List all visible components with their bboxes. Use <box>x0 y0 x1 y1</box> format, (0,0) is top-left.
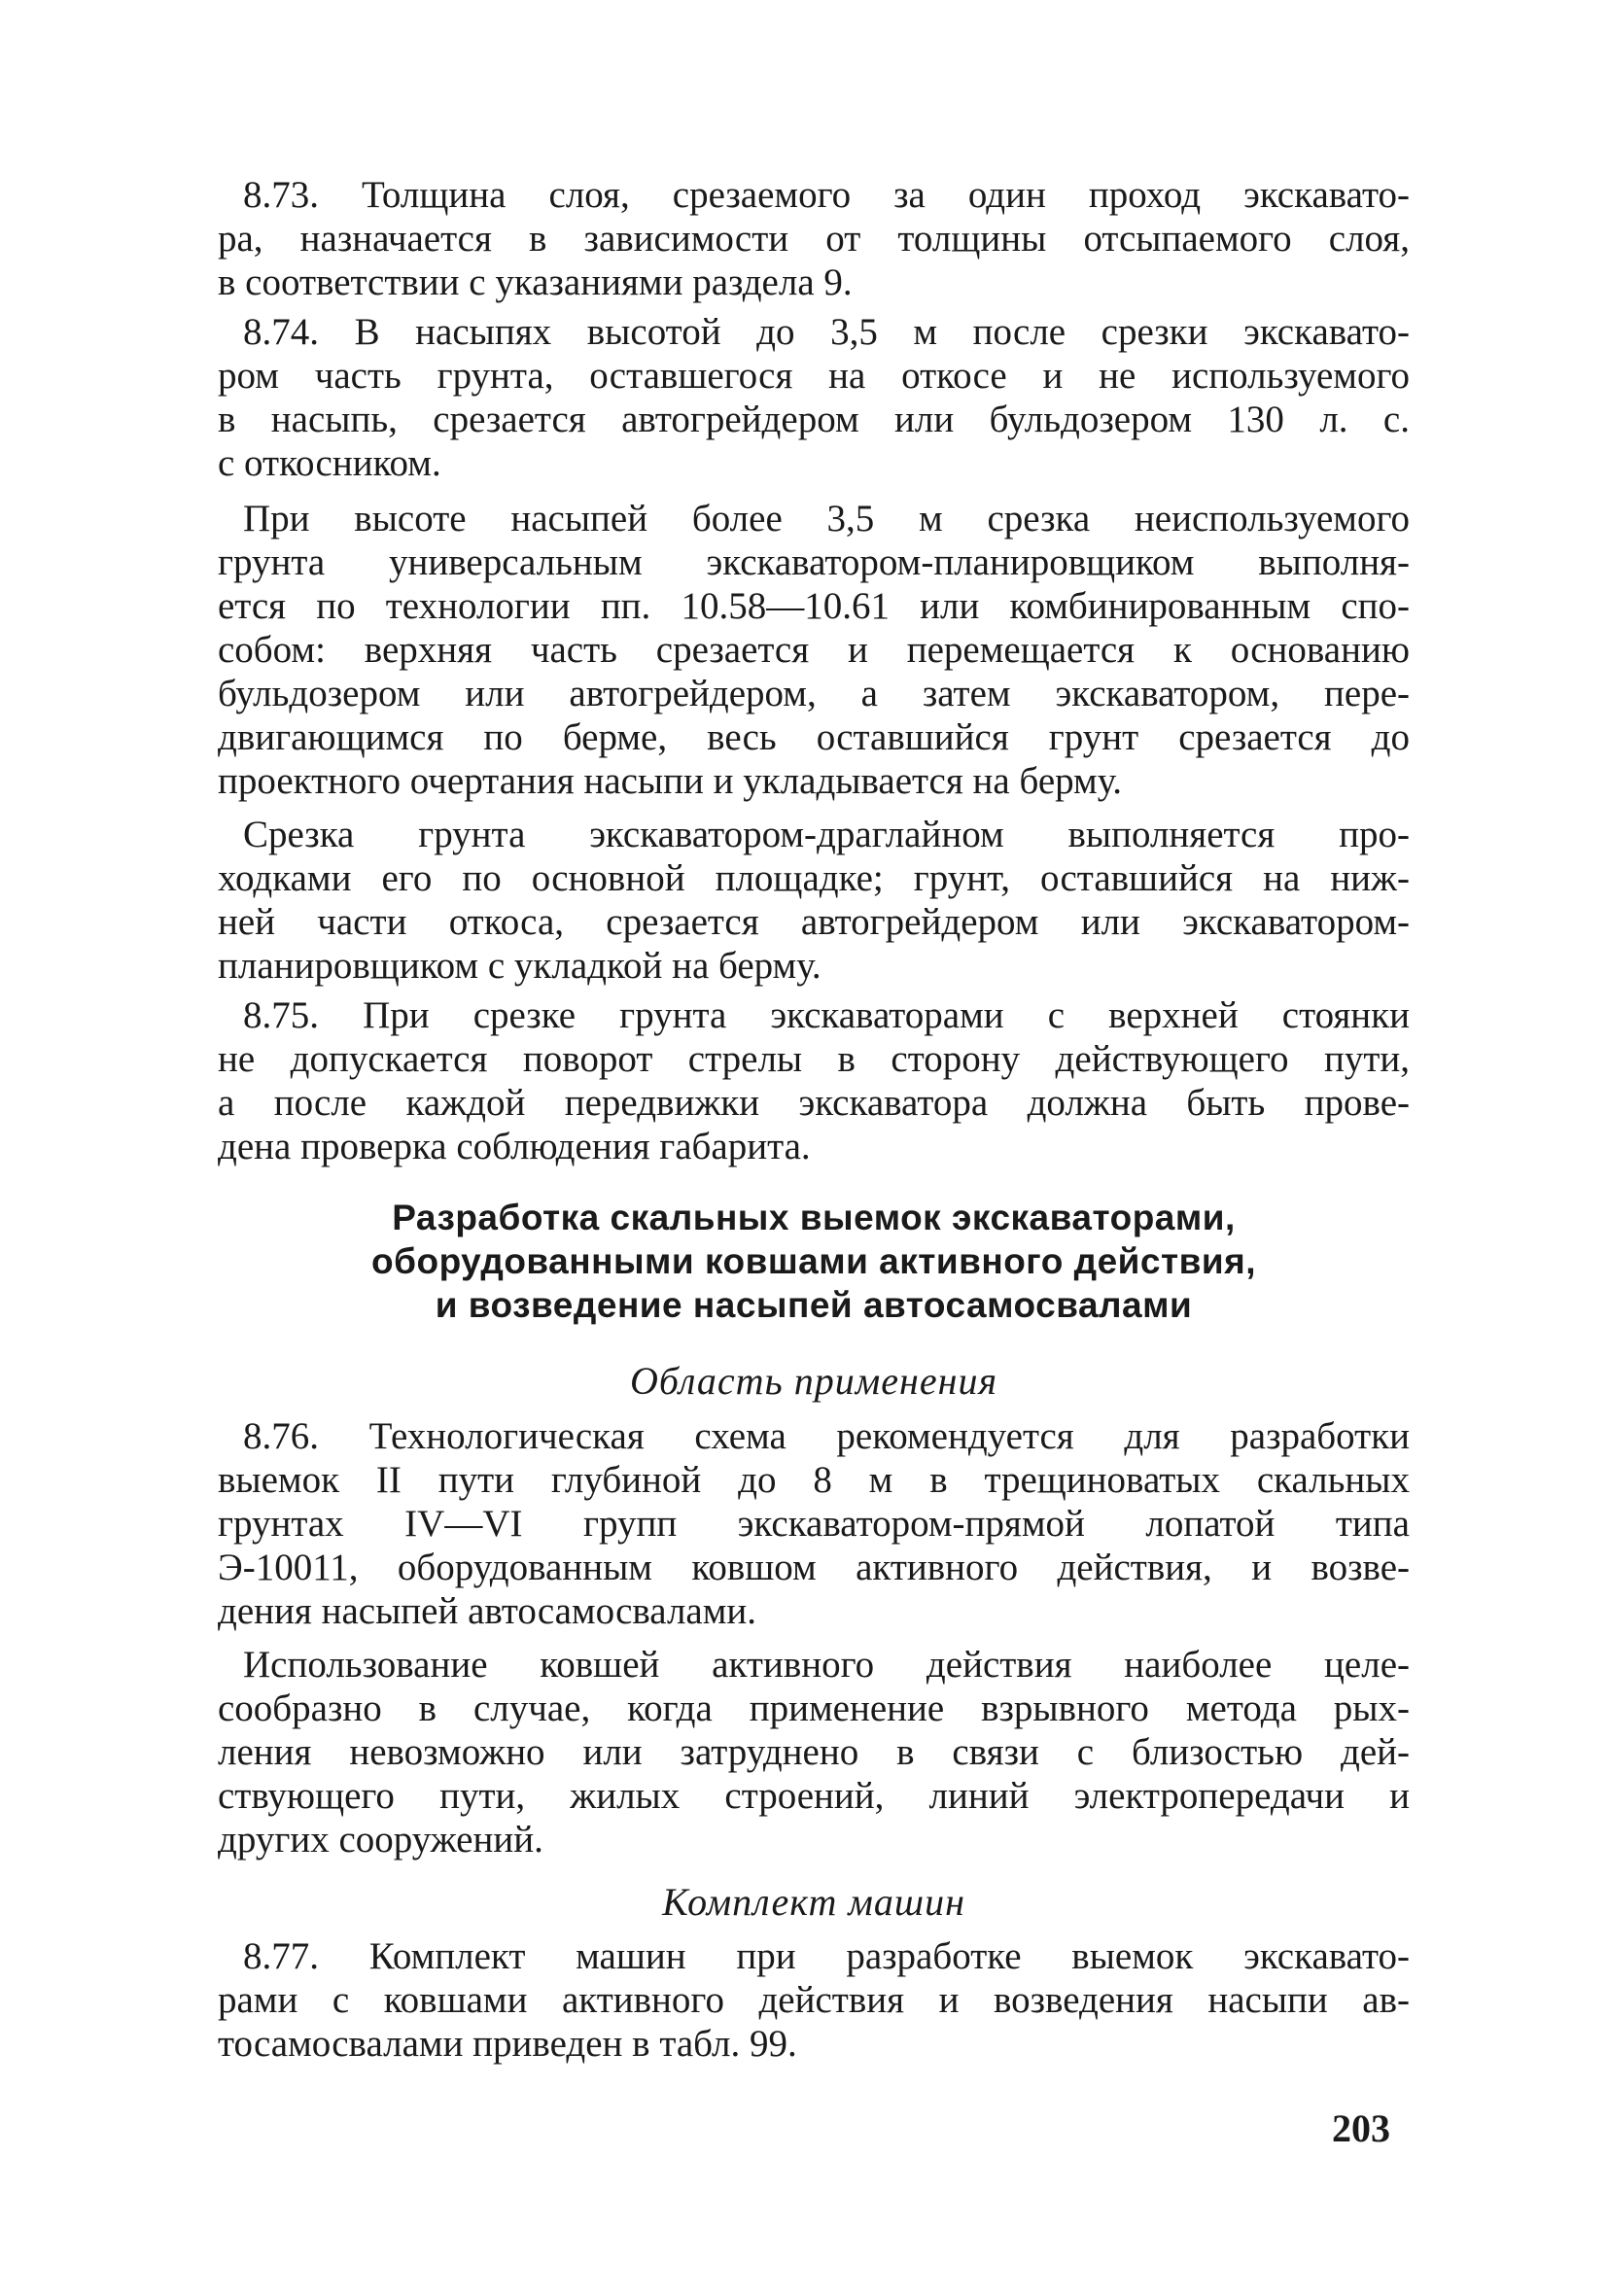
text-line: 8.75. При срезке грунта экскаваторами с верхней стоянки <box>243 994 1410 1036</box>
text-line: ней части откоса, срезается автогрейдером или экскаватором- <box>218 901 1410 943</box>
text-line: ходками его по основной площадке; грунт, оставшийся на ниж- <box>218 857 1410 899</box>
mid-text-block <box>218 1414 1410 1861</box>
paragraph-p-8-74-c <box>218 813 1410 988</box>
subheading-machines: Комплект машин <box>662 1880 965 1924</box>
section-heading <box>218 1196 1410 1327</box>
text-line: ления невозможно или затруднено в связи с близостью дей- <box>218 1731 1410 1773</box>
text-line: планировщиком с укладкой на берму. <box>218 945 821 987</box>
bottom-text-block <box>218 1934 1410 2066</box>
text-line: проектного очертания насыпи и укладывается на берму. <box>218 760 1123 802</box>
text-line: дения насыпей автосамосвалами. <box>218 1590 757 1632</box>
text-line: не допускается поворот стрелы в сторону действующего пути, <box>218 1038 1410 1080</box>
text-line: ром часть грунта, оставшегося на откосе и не используемого <box>218 355 1410 397</box>
text-line: дена проверка соблюдения габарита. <box>218 1126 811 1167</box>
top-text-block <box>218 173 1410 1168</box>
paragraph-p-8-74-b <box>218 497 1410 803</box>
text-line: ра, назначается в зависимости от толщины отсыпаемого слоя, <box>218 218 1410 260</box>
paragraph-p-8-76 <box>218 1414 1410 1633</box>
text-line: Э-10011, оборудованным ковшом активного действия, и возве- <box>218 1547 1410 1588</box>
paragraph-p-8-76-b <box>218 1643 1410 1861</box>
text-line: тосамосвалами приведен в табл. 99. <box>218 2023 797 2065</box>
text-line: рами с ковшами активного действия и возведения насыпи ав- <box>218 1979 1410 2021</box>
text-line: грунта универсальным экскаватором-планировщиком выполня- <box>218 541 1410 583</box>
text-line: двигающимся по берме, весь оставшийся грунт срезается до <box>218 716 1410 758</box>
subheading-scope: Область применения <box>629 1359 998 1403</box>
paragraph-p-8-75 <box>218 993 1410 1168</box>
text-line: выемок II пути глубиной до 8 м в трещиноватых скальных <box>218 1459 1410 1501</box>
text-line: ется по технологии пп. 10.58—10.61 или комбинированным спо- <box>218 585 1410 627</box>
text-line: а после каждой передвижки экскаватора должна быть прове- <box>218 1082 1410 1124</box>
paragraph-p-8-77 <box>218 1934 1410 2066</box>
text-line: сообразно в случае, когда применение взрывного метода рых- <box>218 1687 1410 1729</box>
text-line: 8.77. Комплект машин при разработке выемок экскавато- <box>243 1935 1410 1977</box>
section-heading-line: и возведение насыпей автосамосвалами <box>435 1285 1193 1325</box>
paragraph-p-8-73 <box>218 173 1410 304</box>
text-line: 8.76. Технологическая схема рекомендуется для разработки <box>243 1415 1410 1457</box>
page-number: 203 <box>1332 2106 1390 2150</box>
text-line: Использование ковшей активного действия наиболее целе- <box>243 1644 1410 1686</box>
text-line: с откосником. <box>218 442 441 484</box>
text-line: бульдозером или автогрейдером, а затем экскаватором, пере- <box>218 673 1410 714</box>
text-line: в насыпь, срезается автогрейдером или бульдозером 130 л. с. <box>218 399 1410 440</box>
text-line: 8.73. Толщина слоя, срезаемого за один проход экскавато- <box>243 174 1410 216</box>
text-line: грунтах IV—VI групп экскаватором-прямой лопатой типа <box>218 1503 1410 1545</box>
text-line: ствующего пути, жилых строений, линий электропередачи и <box>218 1775 1410 1817</box>
section-heading-line: Разработка скальных выемок экскаваторами, <box>392 1198 1236 1237</box>
text-line: в соответствии с указаниями раздела 9. <box>218 261 853 303</box>
text-line: Срезка грунта экскаватором-драглайном выполняется про- <box>243 814 1410 855</box>
text-line: При высоте насыпей более 3,5 м срезка неиспользуемого <box>243 498 1410 539</box>
paragraph-p-8-74 <box>218 310 1410 485</box>
text-line: других сооружений. <box>218 1819 543 1861</box>
text-line: собом: верхняя часть срезается и перемещается к основанию <box>218 629 1410 671</box>
text-line: 8.74. В насыпях высотой до 3,5 м после срезки экскавато- <box>243 311 1410 353</box>
section-heading-line: оборудованными ковшами активного действия, <box>371 1241 1256 1281</box>
